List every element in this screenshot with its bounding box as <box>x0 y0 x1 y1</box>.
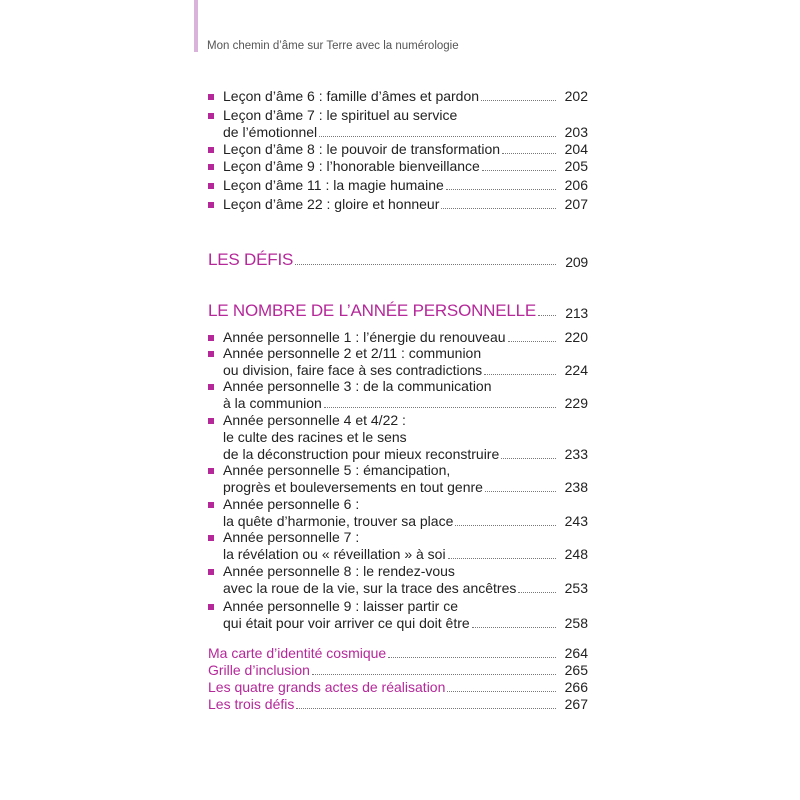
entry-text: Année personnelle 4 et 4/22 : <box>223 412 406 428</box>
page-number: 238 <box>564 479 588 495</box>
leader-dots <box>501 457 556 459</box>
bullet-icon <box>208 604 214 610</box>
leader-dots <box>502 152 556 154</box>
entry-text: ou division, faire face à ses contradictions <box>223 362 483 378</box>
page-number: 203 <box>564 124 588 140</box>
entry-text: Année personnelle 8 : le rendez-vous <box>223 563 455 579</box>
leader-dots <box>448 557 556 559</box>
page-number: 220 <box>564 329 588 345</box>
entry-text: progrès et bouleversements en tout genre <box>223 479 483 495</box>
entry-text: Leçon d’âme 8 : le pouvoir de transformation <box>223 141 501 157</box>
entry-text: à la communion <box>223 395 322 411</box>
page-number: 264 <box>564 645 588 661</box>
bullet-icon <box>208 94 214 100</box>
annex-title: Ma carte d’identité cosmique <box>208 645 387 661</box>
page-number: 213 <box>565 305 588 321</box>
leader-dots <box>484 373 556 375</box>
years-entry[interactable] <box>208 462 588 496</box>
bullet-icon <box>208 147 214 153</box>
margin-line <box>194 0 198 52</box>
bullet-icon <box>208 418 214 424</box>
section-title: LES DÉFIS <box>208 250 294 269</box>
bullet-icon <box>208 468 214 474</box>
page-number: 248 <box>564 546 588 562</box>
section-title: LE NOMBRE DE L’ANNÉE PERSONNELLE <box>208 301 537 320</box>
leader-dots <box>481 99 556 101</box>
leader-dots <box>538 314 556 316</box>
entry-text: de la déconstruction pour mieux reconstruire <box>223 446 500 462</box>
page-number: 204 <box>564 141 588 157</box>
years-entry[interactable] <box>208 598 588 632</box>
entry-text: Leçon d’âme 11 : la magie humaine <box>223 177 444 193</box>
bullet-icon <box>208 183 214 189</box>
bullet-icon <box>208 164 214 170</box>
page-number: 265 <box>564 662 588 678</box>
entry-text: Année personnelle 9 : laisser partir ce <box>223 598 459 614</box>
page-number: 202 <box>564 88 588 104</box>
entry-text: Leçon d’âme 6 : famille d’âmes et pardon <box>223 88 480 104</box>
annex-entry[interactable] <box>208 645 588 662</box>
leader-dots <box>455 524 556 526</box>
entry-text: de l’émotionnel <box>223 124 318 140</box>
leader-dots <box>508 340 556 342</box>
lessons-entry[interactable] <box>208 141 588 158</box>
leader-dots <box>482 169 556 171</box>
bullet-icon <box>208 535 214 541</box>
entry-text: Année personnelle 7 : <box>223 529 360 545</box>
years-entry[interactable] <box>208 529 588 563</box>
page-number: 258 <box>564 615 588 631</box>
entry-text: la quête d’harmonie, trouver sa place <box>223 513 454 529</box>
page-number: 206 <box>564 177 588 193</box>
page-number: 253 <box>564 580 588 596</box>
entry-text: Année personnelle 2 et 2/11 : communion <box>223 345 482 361</box>
bullet-icon <box>208 502 214 508</box>
section-defis[interactable] <box>208 250 588 270</box>
lessons-entry[interactable] <box>208 88 588 105</box>
lessons-entry[interactable] <box>208 107 588 141</box>
page-number: 205 <box>564 158 588 174</box>
annex-entry[interactable] <box>208 679 588 696</box>
leader-dots <box>518 591 556 593</box>
annex-title: Les quatre grands actes de réalisation <box>208 679 446 695</box>
entry-text: Leçon d’âme 22 : gloire et honneur <box>223 196 440 212</box>
leader-dots <box>324 406 556 408</box>
annex-entry[interactable] <box>208 662 588 679</box>
lessons-entry[interactable] <box>208 196 588 213</box>
lessons-entry[interactable] <box>208 158 588 175</box>
lessons-entry[interactable] <box>208 177 588 194</box>
leader-dots <box>312 673 556 675</box>
leader-dots <box>446 188 556 190</box>
leader-dots <box>441 207 556 209</box>
leader-dots <box>296 707 556 709</box>
annex-entry[interactable] <box>208 696 588 713</box>
entry-text: Leçon d’âme 9 : l’honorable bienveillance <box>223 158 480 174</box>
bullet-icon <box>208 569 214 575</box>
entry-text: le culte des racines et le sens <box>223 429 407 445</box>
section-annee-personnelle[interactable] <box>208 301 588 321</box>
years-entry[interactable] <box>208 345 588 379</box>
annex-title: Grille d’inclusion <box>208 662 310 678</box>
years-entry[interactable] <box>208 412 588 463</box>
page-number: 229 <box>564 395 588 411</box>
entry-text: avec la roue de la vie, sur la trace des ancêtres <box>223 580 517 596</box>
entry-text: Année personnelle 1 : l’énergie du renouveau <box>223 329 506 345</box>
years-entry[interactable] <box>208 563 588 597</box>
bullet-icon <box>208 384 214 390</box>
page-number: 207 <box>564 196 588 212</box>
leader-dots <box>472 626 556 628</box>
page-number: 209 <box>565 254 588 270</box>
leader-dots <box>319 135 556 137</box>
leader-dots <box>447 690 556 692</box>
entry-text: qui était pour voir arriver ce qui doit être <box>223 615 470 631</box>
page-number: 224 <box>564 362 588 378</box>
years-entry[interactable] <box>208 378 588 412</box>
bullet-icon <box>208 202 214 208</box>
bullet-icon <box>208 335 214 341</box>
bullet-icon <box>208 351 214 357</box>
bullet-icon <box>208 113 214 119</box>
page-number: 233 <box>564 446 588 462</box>
leader-dots <box>485 490 556 492</box>
running-head: Mon chemin d’âme sur Terre avec la numérologie <box>207 40 459 52</box>
entry-text: Année personnelle 6 : <box>223 496 360 512</box>
leader-dots <box>295 263 556 265</box>
page-number: 243 <box>564 513 588 529</box>
annex-title: Les trois défis <box>208 696 295 712</box>
entry-text: la révélation ou « réveillation » à soi <box>223 546 446 562</box>
page-number: 266 <box>564 679 588 695</box>
entry-text: Année personnelle 5 : émancipation, <box>223 462 451 478</box>
entry-text: Année personnelle 3 : de la communication <box>223 378 492 394</box>
leader-dots <box>388 656 556 658</box>
years-entry[interactable] <box>208 329 588 346</box>
page-number: 267 <box>564 696 588 712</box>
entry-text: Leçon d’âme 7 : le spirituel au service <box>223 107 458 123</box>
years-entry[interactable] <box>208 496 588 530</box>
